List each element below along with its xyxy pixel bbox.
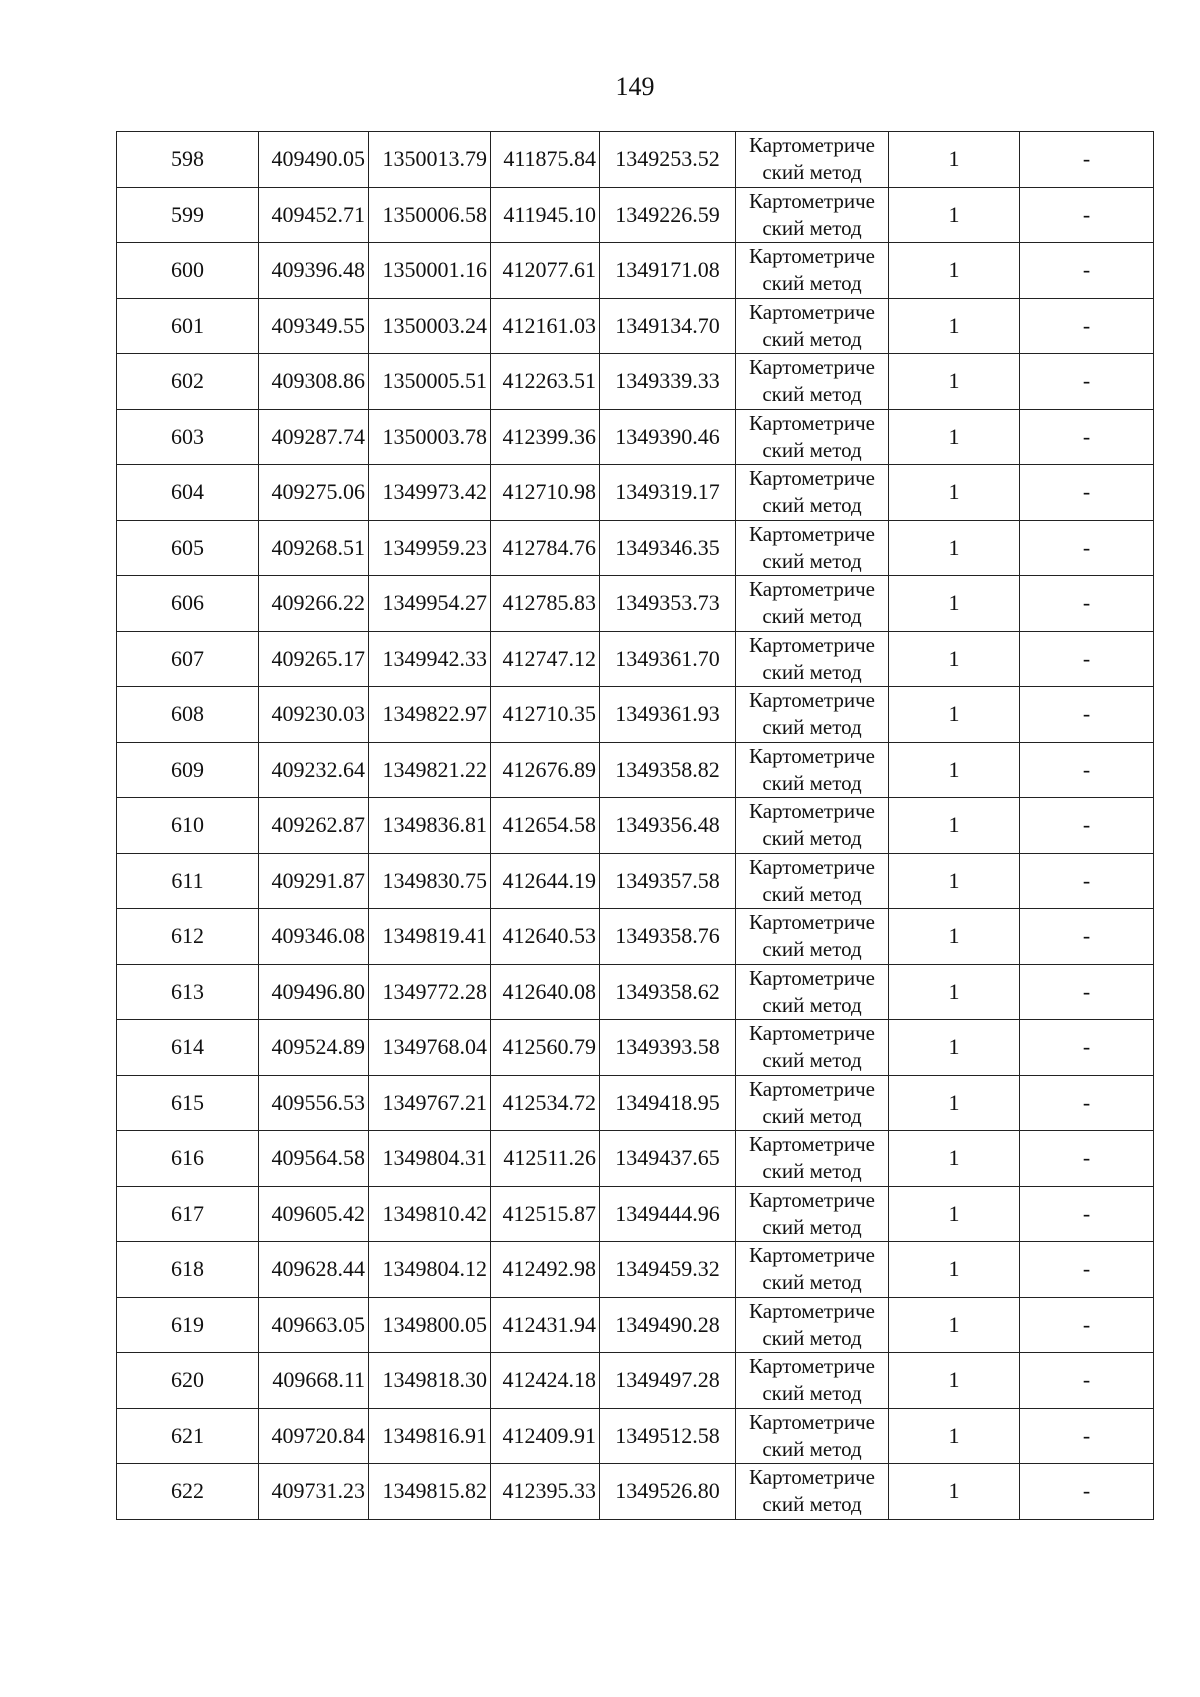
x2-cell: 412409.91 bbox=[491, 1408, 600, 1464]
y2-cell: 1349319.17 bbox=[600, 465, 736, 521]
method-text: Картометриче bbox=[749, 1243, 875, 1268]
accuracy-cell: 1 bbox=[889, 409, 1020, 465]
y2-cell: 1349339.33 bbox=[600, 354, 736, 410]
x2-cell: 412431.94 bbox=[491, 1297, 600, 1353]
method-text: ский метод bbox=[762, 1159, 862, 1184]
method-cell bbox=[736, 1297, 889, 1353]
point-number-cell: 603 bbox=[117, 409, 259, 465]
y1-cell: 1350001.16 bbox=[369, 243, 491, 299]
y2-cell: 1349512.58 bbox=[600, 1408, 736, 1464]
accuracy-cell: 1 bbox=[889, 298, 1020, 354]
x1-cell: 409663.05 bbox=[259, 1297, 369, 1353]
point-number-cell: 613 bbox=[117, 964, 259, 1020]
note-cell: - bbox=[1020, 576, 1154, 632]
y1-cell: 1349800.05 bbox=[369, 1297, 491, 1353]
point-number-cell: 618 bbox=[117, 1242, 259, 1298]
method-text: ский метод bbox=[762, 215, 862, 240]
x2-cell: 412640.53 bbox=[491, 909, 600, 965]
y1-cell: 1349768.04 bbox=[369, 1020, 491, 1076]
note-cell: - bbox=[1020, 742, 1154, 798]
y1-cell: 1349819.41 bbox=[369, 909, 491, 965]
x2-cell: 412785.83 bbox=[491, 576, 600, 632]
x1-cell: 409275.06 bbox=[259, 465, 369, 521]
method-text: Картометриче bbox=[749, 1354, 875, 1379]
note-cell: - bbox=[1020, 354, 1154, 410]
point-number-cell: 609 bbox=[117, 742, 259, 798]
method-text: ский метод bbox=[762, 493, 862, 518]
x1-cell: 409308.86 bbox=[259, 354, 369, 410]
method-cell bbox=[736, 520, 889, 576]
x1-cell: 409287.74 bbox=[259, 409, 369, 465]
accuracy-cell: 1 bbox=[889, 1353, 1020, 1409]
method-text: Картометриче bbox=[749, 466, 875, 491]
method-text: ский метод bbox=[762, 937, 862, 962]
table-row bbox=[117, 243, 1154, 299]
method-text: Картометриче bbox=[749, 854, 875, 879]
accuracy-cell: 1 bbox=[889, 1297, 1020, 1353]
x1-cell: 409291.87 bbox=[259, 853, 369, 909]
x2-cell: 412784.76 bbox=[491, 520, 600, 576]
x2-cell: 412515.87 bbox=[491, 1186, 600, 1242]
method-cell bbox=[736, 1408, 889, 1464]
method-cell bbox=[736, 187, 889, 243]
x2-cell: 412644.19 bbox=[491, 853, 600, 909]
accuracy-cell: 1 bbox=[889, 1131, 1020, 1187]
method-text: ский метод bbox=[762, 1381, 862, 1406]
y2-cell: 1349358.82 bbox=[600, 742, 736, 798]
page-number: 149 bbox=[615, 72, 655, 101]
x2-cell: 412263.51 bbox=[491, 354, 600, 410]
accuracy-cell: 1 bbox=[889, 631, 1020, 687]
method-cell bbox=[736, 1075, 889, 1131]
x1-cell: 409268.51 bbox=[259, 520, 369, 576]
note-cell: - bbox=[1020, 1186, 1154, 1242]
table-row bbox=[117, 1186, 1154, 1242]
method-text: Картометриче bbox=[749, 965, 875, 990]
table-row bbox=[117, 1408, 1154, 1464]
note-cell: - bbox=[1020, 1075, 1154, 1131]
method-text: ский метод bbox=[762, 1325, 862, 1350]
accuracy-cell: 1 bbox=[889, 798, 1020, 854]
x2-cell: 412511.26 bbox=[491, 1131, 600, 1187]
x2-cell: 412077.61 bbox=[491, 243, 600, 299]
note-cell: - bbox=[1020, 465, 1154, 521]
method-cell bbox=[736, 1464, 889, 1520]
note-cell: - bbox=[1020, 1353, 1154, 1409]
method-text: Картометриче bbox=[749, 1187, 875, 1212]
x1-cell: 409490.05 bbox=[259, 132, 369, 188]
table-row bbox=[117, 354, 1154, 410]
y1-cell: 1349810.42 bbox=[369, 1186, 491, 1242]
point-number-cell: 617 bbox=[117, 1186, 259, 1242]
y1-cell: 1349954.27 bbox=[369, 576, 491, 632]
y1-cell: 1350003.78 bbox=[369, 409, 491, 465]
method-cell bbox=[736, 909, 889, 965]
x1-cell: 409731.23 bbox=[259, 1464, 369, 1520]
method-text: ский метод bbox=[762, 1436, 862, 1461]
accuracy-cell: 1 bbox=[889, 520, 1020, 576]
accuracy-cell: 1 bbox=[889, 853, 1020, 909]
method-text: Картометриче bbox=[749, 1021, 875, 1046]
method-text: Картометриче bbox=[749, 355, 875, 380]
x1-cell: 409452.71 bbox=[259, 187, 369, 243]
method-cell bbox=[736, 1353, 889, 1409]
x2-cell: 412424.18 bbox=[491, 1353, 600, 1409]
y1-cell: 1349804.31 bbox=[369, 1131, 491, 1187]
y2-cell: 1349497.28 bbox=[600, 1353, 736, 1409]
method-text: ский метод bbox=[762, 326, 862, 351]
method-text: ский метод bbox=[762, 770, 862, 795]
y1-cell: 1349815.82 bbox=[369, 1464, 491, 1520]
method-text: ский метод bbox=[762, 382, 862, 407]
x1-cell: 409668.11 bbox=[259, 1353, 369, 1409]
note-cell: - bbox=[1020, 964, 1154, 1020]
table-row bbox=[117, 132, 1154, 188]
x1-cell: 409346.08 bbox=[259, 909, 369, 965]
y2-cell: 1349526.80 bbox=[600, 1464, 736, 1520]
note-cell: - bbox=[1020, 1020, 1154, 1076]
method-text: ский метод bbox=[762, 437, 862, 462]
y2-cell: 1349361.93 bbox=[600, 687, 736, 743]
table-row bbox=[117, 1297, 1154, 1353]
table-row bbox=[117, 853, 1154, 909]
accuracy-cell: 1 bbox=[889, 1186, 1020, 1242]
x2-cell: 412710.35 bbox=[491, 687, 600, 743]
table-row bbox=[117, 909, 1154, 965]
method-text: Картометриче bbox=[749, 410, 875, 435]
method-text: ский метод bbox=[762, 1048, 862, 1073]
note-cell: - bbox=[1020, 409, 1154, 465]
note-cell: - bbox=[1020, 1131, 1154, 1187]
method-cell bbox=[736, 853, 889, 909]
method-cell bbox=[736, 354, 889, 410]
note-cell: - bbox=[1020, 798, 1154, 854]
y1-cell: 1349821.22 bbox=[369, 742, 491, 798]
accuracy-cell: 1 bbox=[889, 1075, 1020, 1131]
note-cell: - bbox=[1020, 909, 1154, 965]
x2-cell: 412676.89 bbox=[491, 742, 600, 798]
x1-cell: 409605.42 bbox=[259, 1186, 369, 1242]
method-text: ский метод bbox=[762, 1270, 862, 1295]
x1-cell: 409524.89 bbox=[259, 1020, 369, 1076]
x2-cell: 412492.98 bbox=[491, 1242, 600, 1298]
method-text: ский метод bbox=[762, 881, 862, 906]
y2-cell: 1349459.32 bbox=[600, 1242, 736, 1298]
y1-cell: 1349772.28 bbox=[369, 964, 491, 1020]
x1-cell: 409564.58 bbox=[259, 1131, 369, 1187]
table-row bbox=[117, 1464, 1154, 1520]
x2-cell: 412161.03 bbox=[491, 298, 600, 354]
table-row bbox=[117, 409, 1154, 465]
method-text: Картометриче bbox=[749, 1132, 875, 1157]
x1-cell: 409230.03 bbox=[259, 687, 369, 743]
x1-cell: 409720.84 bbox=[259, 1408, 369, 1464]
y1-cell: 1349973.42 bbox=[369, 465, 491, 521]
accuracy-cell: 1 bbox=[889, 243, 1020, 299]
method-text: Картометриче bbox=[749, 632, 875, 657]
method-cell bbox=[736, 409, 889, 465]
method-text: Картометриче bbox=[749, 1298, 875, 1323]
table-row bbox=[117, 687, 1154, 743]
note-cell: - bbox=[1020, 187, 1154, 243]
note-cell: - bbox=[1020, 132, 1154, 188]
method-cell bbox=[736, 576, 889, 632]
x1-cell: 409496.80 bbox=[259, 964, 369, 1020]
table-row bbox=[117, 964, 1154, 1020]
x1-cell: 409266.22 bbox=[259, 576, 369, 632]
accuracy-cell: 1 bbox=[889, 687, 1020, 743]
table-row bbox=[117, 1242, 1154, 1298]
method-text: ский метод bbox=[762, 715, 862, 740]
method-text: ский метод bbox=[762, 160, 862, 185]
accuracy-cell: 1 bbox=[889, 132, 1020, 188]
accuracy-cell: 1 bbox=[889, 909, 1020, 965]
note-cell: - bbox=[1020, 520, 1154, 576]
table-row bbox=[117, 465, 1154, 521]
point-number-cell: 607 bbox=[117, 631, 259, 687]
accuracy-cell: 1 bbox=[889, 964, 1020, 1020]
y2-cell: 1349171.08 bbox=[600, 243, 736, 299]
point-number-cell: 601 bbox=[117, 298, 259, 354]
x2-cell: 412654.58 bbox=[491, 798, 600, 854]
y2-cell: 1349361.70 bbox=[600, 631, 736, 687]
table-row bbox=[117, 298, 1154, 354]
x2-cell: 411945.10 bbox=[491, 187, 600, 243]
x1-cell: 409349.55 bbox=[259, 298, 369, 354]
accuracy-cell: 1 bbox=[889, 354, 1020, 410]
point-number-cell: 606 bbox=[117, 576, 259, 632]
method-cell bbox=[736, 964, 889, 1020]
method-cell bbox=[736, 1242, 889, 1298]
table-row bbox=[117, 631, 1154, 687]
y2-cell: 1349490.28 bbox=[600, 1297, 736, 1353]
y1-cell: 1349942.33 bbox=[369, 631, 491, 687]
point-number-cell: 600 bbox=[117, 243, 259, 299]
point-number-cell: 608 bbox=[117, 687, 259, 743]
method-text: ский метод bbox=[762, 604, 862, 629]
accuracy-cell: 1 bbox=[889, 187, 1020, 243]
point-number-cell: 604 bbox=[117, 465, 259, 521]
accuracy-cell: 1 bbox=[889, 1242, 1020, 1298]
method-cell bbox=[736, 798, 889, 854]
accuracy-cell: 1 bbox=[889, 576, 1020, 632]
table-row bbox=[117, 1075, 1154, 1131]
table-row bbox=[117, 742, 1154, 798]
note-cell: - bbox=[1020, 1408, 1154, 1464]
point-number-cell: 616 bbox=[117, 1131, 259, 1187]
point-number-cell: 605 bbox=[117, 520, 259, 576]
accuracy-cell: 1 bbox=[889, 465, 1020, 521]
y1-cell: 1350006.58 bbox=[369, 187, 491, 243]
method-text: Картометриче bbox=[749, 188, 875, 213]
coordinates-table bbox=[116, 131, 1154, 1520]
point-number-cell: 621 bbox=[117, 1408, 259, 1464]
method-cell bbox=[736, 1131, 889, 1187]
x1-cell: 409265.17 bbox=[259, 631, 369, 687]
point-number-cell: 619 bbox=[117, 1297, 259, 1353]
y1-cell: 1349822.97 bbox=[369, 687, 491, 743]
y2-cell: 1349346.35 bbox=[600, 520, 736, 576]
method-text: ский метод bbox=[762, 826, 862, 851]
y2-cell: 1349134.70 bbox=[600, 298, 736, 354]
point-number-cell: 615 bbox=[117, 1075, 259, 1131]
table-body bbox=[117, 132, 1154, 1520]
y1-cell: 1350005.51 bbox=[369, 354, 491, 410]
point-number-cell: 620 bbox=[117, 1353, 259, 1409]
x1-cell: 409232.64 bbox=[259, 742, 369, 798]
method-text: ский метод bbox=[762, 548, 862, 573]
x2-cell: 412395.33 bbox=[491, 1464, 600, 1520]
y2-cell: 1349437.65 bbox=[600, 1131, 736, 1187]
method-cell bbox=[736, 298, 889, 354]
method-text: Картометриче bbox=[749, 1076, 875, 1101]
note-cell: - bbox=[1020, 1464, 1154, 1520]
point-number-cell: 622 bbox=[117, 1464, 259, 1520]
method-cell bbox=[736, 1186, 889, 1242]
y1-cell: 1349959.23 bbox=[369, 520, 491, 576]
method-text: Картометриче bbox=[749, 521, 875, 546]
accuracy-cell: 1 bbox=[889, 1464, 1020, 1520]
method-cell bbox=[736, 742, 889, 798]
x1-cell: 409556.53 bbox=[259, 1075, 369, 1131]
method-text: Картометриче bbox=[749, 299, 875, 324]
point-number-cell: 598 bbox=[117, 132, 259, 188]
method-cell bbox=[736, 465, 889, 521]
y1-cell: 1349830.75 bbox=[369, 853, 491, 909]
table-row bbox=[117, 576, 1154, 632]
method-text: ский метод bbox=[762, 1492, 862, 1517]
method-text: ский метод bbox=[762, 992, 862, 1017]
method-text: ский метод bbox=[762, 1214, 862, 1239]
note-cell: - bbox=[1020, 298, 1154, 354]
method-text: Картометриче bbox=[749, 1465, 875, 1490]
y1-cell: 1349767.21 bbox=[369, 1075, 491, 1131]
method-cell bbox=[736, 687, 889, 743]
y2-cell: 1349358.76 bbox=[600, 909, 736, 965]
point-number-cell: 611 bbox=[117, 853, 259, 909]
y1-cell: 1349818.30 bbox=[369, 1353, 491, 1409]
y2-cell: 1349444.96 bbox=[600, 1186, 736, 1242]
y1-cell: 1349804.12 bbox=[369, 1242, 491, 1298]
y2-cell: 1349226.59 bbox=[600, 187, 736, 243]
method-text: Картометриче bbox=[749, 910, 875, 935]
point-number-cell: 610 bbox=[117, 798, 259, 854]
method-cell bbox=[736, 243, 889, 299]
table-row bbox=[117, 187, 1154, 243]
note-cell: - bbox=[1020, 853, 1154, 909]
note-cell: - bbox=[1020, 631, 1154, 687]
y1-cell: 1349816.91 bbox=[369, 1408, 491, 1464]
table-row bbox=[117, 1020, 1154, 1076]
method-text: Картометриче bbox=[749, 688, 875, 713]
x2-cell: 411875.84 bbox=[491, 132, 600, 188]
y2-cell: 1349353.73 bbox=[600, 576, 736, 632]
method-text: ский метод bbox=[762, 659, 862, 684]
y2-cell: 1349253.52 bbox=[600, 132, 736, 188]
note-cell: - bbox=[1020, 1242, 1154, 1298]
x2-cell: 412640.08 bbox=[491, 964, 600, 1020]
table-row bbox=[117, 520, 1154, 576]
table-row bbox=[117, 798, 1154, 854]
method-text: Картометриче bbox=[749, 244, 875, 269]
y2-cell: 1349393.58 bbox=[600, 1020, 736, 1076]
y1-cell: 1350013.79 bbox=[369, 132, 491, 188]
x1-cell: 409628.44 bbox=[259, 1242, 369, 1298]
y1-cell: 1349836.81 bbox=[369, 798, 491, 854]
table-row bbox=[117, 1353, 1154, 1409]
x2-cell: 412710.98 bbox=[491, 465, 600, 521]
y1-cell: 1350003.24 bbox=[369, 298, 491, 354]
accuracy-cell: 1 bbox=[889, 1408, 1020, 1464]
table-row bbox=[117, 1131, 1154, 1187]
x1-cell: 409396.48 bbox=[259, 243, 369, 299]
method-cell bbox=[736, 1020, 889, 1076]
y2-cell: 1349390.46 bbox=[600, 409, 736, 465]
method-cell bbox=[736, 631, 889, 687]
y2-cell: 1349357.58 bbox=[600, 853, 736, 909]
x2-cell: 412534.72 bbox=[491, 1075, 600, 1131]
point-number-cell: 599 bbox=[117, 187, 259, 243]
point-number-cell: 602 bbox=[117, 354, 259, 410]
x2-cell: 412399.36 bbox=[491, 409, 600, 465]
point-number-cell: 614 bbox=[117, 1020, 259, 1076]
accuracy-cell: 1 bbox=[889, 742, 1020, 798]
method-text: ский метод bbox=[762, 1103, 862, 1128]
method-cell bbox=[736, 132, 889, 188]
note-cell: - bbox=[1020, 1297, 1154, 1353]
x2-cell: 412560.79 bbox=[491, 1020, 600, 1076]
x1-cell: 409262.87 bbox=[259, 798, 369, 854]
point-number-cell: 612 bbox=[117, 909, 259, 965]
method-text: Картометриче bbox=[749, 577, 875, 602]
method-text: Картометриче bbox=[749, 743, 875, 768]
method-text: Картометриче bbox=[749, 1409, 875, 1434]
x2-cell: 412747.12 bbox=[491, 631, 600, 687]
method-text: Картометриче bbox=[749, 133, 875, 158]
accuracy-cell: 1 bbox=[889, 1020, 1020, 1076]
note-cell: - bbox=[1020, 687, 1154, 743]
method-text: Картометриче bbox=[749, 799, 875, 824]
note-cell: - bbox=[1020, 243, 1154, 299]
y2-cell: 1349358.62 bbox=[600, 964, 736, 1020]
y2-cell: 1349356.48 bbox=[600, 798, 736, 854]
method-text: ский метод bbox=[762, 271, 862, 296]
y2-cell: 1349418.95 bbox=[600, 1075, 736, 1131]
